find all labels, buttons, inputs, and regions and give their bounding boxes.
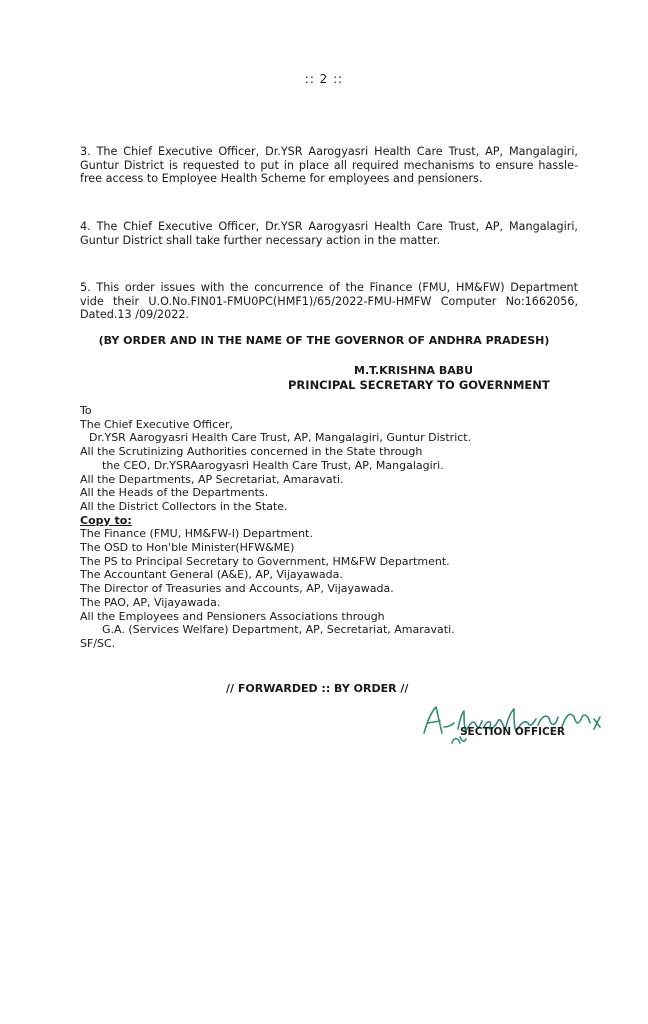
to-line: the CEO, Dr.YSRAarogyasri Health Care Trust, AP, Mangalagiri. [102, 458, 444, 472]
to-line: All the Heads of the Departments. [80, 486, 269, 500]
copy-line: The PAO, AP, Vijayawada. [80, 595, 221, 609]
to-line: All the Departments, AP Secretariat, Amaravati. [80, 472, 344, 486]
copy-line: All the Employees and Pensioners Associations through [80, 609, 385, 623]
to-line: All the District Collectors in the State. [80, 499, 288, 513]
section-officer-label: SECTION OFFICER [460, 726, 566, 738]
to-line: All the Scrutinizing Authorities concerned in the State through [80, 445, 423, 459]
paragraph-5: 5. This order issues with the concurrence of the Finance (FMU, HM&FW) Department vide their U.O.No.FIN01-FMU0PC(HMF1)/65/2022-FMU-HMFW Computer No:1662056, Dated.13 /09/2022. [80, 281, 578, 322]
copy-line: The Finance (FMU, HM&FW-I) Department. [80, 527, 313, 541]
copy-to-label: Copy to: [80, 513, 132, 527]
governor-order-line: (BY ORDER AND IN THE NAME OF THE GOVERNOR OF ANDHRA PRADESH) [98, 334, 550, 347]
signatory-title: PRINCIPAL SECRETARY TO GOVERNMENT [288, 378, 550, 392]
to-line: Dr.YSR Aarogyasri Health Care Trust, AP, Mangalagiri, Guntur District. [89, 431, 472, 445]
to-line: The Chief Executive Officer, [80, 417, 233, 431]
to-label: To [80, 404, 92, 417]
copy-line: The OSD to Hon'ble Minister(HFW&ME) [80, 541, 295, 555]
forwarded-line: // FORWARDED :: BY ORDER // [226, 682, 409, 695]
paragraph-3: 3. The Chief Executive Officer, Dr.YSR Aarogyasri Health Care Trust, AP, Mangalagiri, Guntur District is requested to put in place all required mechanisms to ensure hassle-free access to Employee Health Scheme for employees and pensioners. [80, 145, 578, 186]
copy-line: SF/SC. [80, 636, 116, 650]
copy-line: G.A. (Services Welfare) Department, AP, Secretariat, Amaravati. [102, 623, 455, 637]
signatory-name: M.T.KRISHNA BABU [354, 364, 474, 377]
copy-line: The Director of Treasuries and Accounts, AP, Vijayawada. [80, 582, 394, 596]
copy-line: The PS to Principal Secretary to Government, HM&FW Department. [80, 554, 450, 568]
copy-line: The Accountant General (A&E), AP, Vijayawada. [80, 568, 343, 582]
to-block [80, 404, 600, 651]
paragraph-4: 4. The Chief Executive Officer, Dr.YSR Aarogyasri Health Care Trust, AP, Mangalagiri, Guntur District shall take further necessary action in the matter. [80, 220, 578, 247]
page-number: :: 2 :: [304, 72, 344, 86]
